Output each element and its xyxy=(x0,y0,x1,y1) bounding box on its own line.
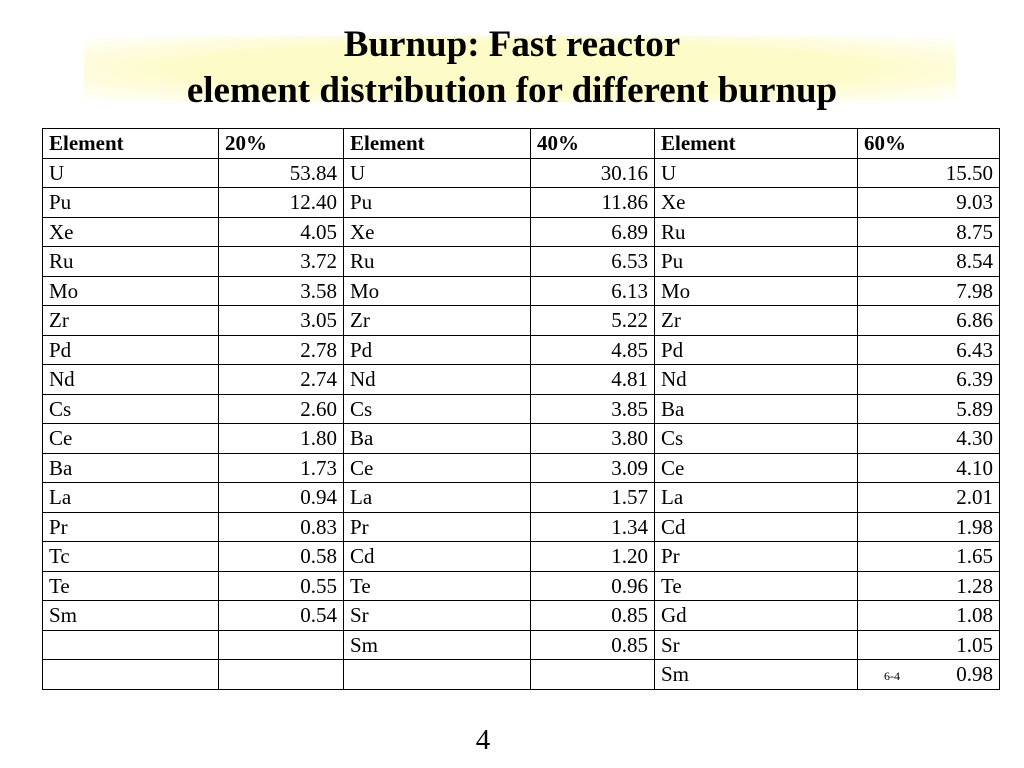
column-header: 60% xyxy=(858,129,1000,159)
element-cell: Ba xyxy=(344,424,531,454)
value-cell: 3.05 xyxy=(219,306,344,336)
element-cell: Ba xyxy=(655,394,858,424)
value-cell: 1.28 xyxy=(858,571,1000,601)
element-cell: Pr xyxy=(344,512,531,542)
value-cell: 1.98 xyxy=(858,512,1000,542)
element-cell: La xyxy=(344,483,531,513)
value-cell: 0.96 xyxy=(531,571,655,601)
element-cell: Pu xyxy=(43,188,219,218)
value-cell: 3.80 xyxy=(531,424,655,454)
element-cell: U xyxy=(43,158,219,188)
table-row xyxy=(43,512,1000,542)
column-header: 40% xyxy=(531,129,655,159)
value-cell: 4.30 xyxy=(858,424,1000,454)
element-cell: Ru xyxy=(655,217,858,247)
value-cell: 8.54 xyxy=(858,247,1000,277)
table-row xyxy=(43,483,1000,513)
value-cell: 12.40 xyxy=(219,188,344,218)
element-cell: U xyxy=(344,158,531,188)
element-cell: Nd xyxy=(655,365,858,395)
page-number: 4 xyxy=(475,724,491,756)
table-header-row xyxy=(43,129,1000,159)
table-body xyxy=(43,158,1000,689)
table-row xyxy=(43,660,1000,690)
table-row xyxy=(43,365,1000,395)
element-cell: Xe xyxy=(655,188,858,218)
value-cell: 6.53 xyxy=(531,247,655,277)
value-cell: 5.89 xyxy=(858,394,1000,424)
value-cell: 3.58 xyxy=(219,276,344,306)
value-cell: 5.22 xyxy=(531,306,655,336)
element-cell: Ru xyxy=(344,247,531,277)
element-cell: Te xyxy=(344,571,531,601)
value-cell: 0.55 xyxy=(219,571,344,601)
value-cell: 8.75 xyxy=(858,217,1000,247)
element-cell xyxy=(43,630,219,660)
value-cell: 6.39 xyxy=(858,365,1000,395)
element-cell: Ru xyxy=(43,247,219,277)
element-cell: Pr xyxy=(655,542,858,572)
table-row xyxy=(43,335,1000,365)
slide-title-line-2: element distribution for different burnup xyxy=(186,70,838,111)
element-cell: Xe xyxy=(43,217,219,247)
value-cell: 0.85 xyxy=(531,601,655,631)
element-cell: Te xyxy=(655,571,858,601)
value-cell: 1.05 xyxy=(858,630,1000,660)
value-cell: 1.20 xyxy=(531,542,655,572)
element-cell: Zr xyxy=(655,306,858,336)
value-cell: 3.72 xyxy=(219,247,344,277)
element-cell: Cs xyxy=(43,394,219,424)
element-cell: Cd xyxy=(655,512,858,542)
value-cell: 2.78 xyxy=(219,335,344,365)
value-cell: 3.85 xyxy=(531,394,655,424)
value-cell: 6.89 xyxy=(531,217,655,247)
element-cell: La xyxy=(655,483,858,513)
element-cell: Ba xyxy=(43,453,219,483)
value-cell: 2.01 xyxy=(858,483,1000,513)
column-header: Element xyxy=(344,129,531,159)
element-cell: Pd xyxy=(43,335,219,365)
element-distribution-table xyxy=(42,128,1000,690)
element-cell: Nd xyxy=(344,365,531,395)
value-cell: 0.83 xyxy=(219,512,344,542)
element-cell: Sm xyxy=(344,630,531,660)
value-cell: 9.03 xyxy=(858,188,1000,218)
element-cell xyxy=(344,660,531,690)
value-cell: 1.65 xyxy=(858,542,1000,572)
table-row xyxy=(43,276,1000,306)
element-cell: Sr xyxy=(344,601,531,631)
value-cell: 1.80 xyxy=(219,424,344,454)
table-row xyxy=(43,601,1000,631)
element-cell: Sm xyxy=(43,601,219,631)
element-cell: Pu xyxy=(655,247,858,277)
value-cell: 6.13 xyxy=(531,276,655,306)
table-row xyxy=(43,247,1000,277)
value-cell: 1.34 xyxy=(531,512,655,542)
table-row xyxy=(43,630,1000,660)
element-cell: Mo xyxy=(43,276,219,306)
value-cell: 0.94 xyxy=(219,483,344,513)
value-cell: 2.74 xyxy=(219,365,344,395)
table-row xyxy=(43,394,1000,424)
value-cell: 1.57 xyxy=(531,483,655,513)
value-cell: 53.84 xyxy=(219,158,344,188)
value-cell: 6.43 xyxy=(858,335,1000,365)
element-cell: Te xyxy=(43,571,219,601)
table-row xyxy=(43,542,1000,572)
value-cell: 1.73 xyxy=(219,453,344,483)
element-cell: Zr xyxy=(43,306,219,336)
element-cell: Sm xyxy=(655,660,858,690)
table-row xyxy=(43,188,1000,218)
value-cell xyxy=(219,660,344,690)
element-cell xyxy=(43,660,219,690)
element-cell: Mo xyxy=(344,276,531,306)
value-cell: 0.54 xyxy=(219,601,344,631)
value-cell: 11.86 xyxy=(531,188,655,218)
value-cell: 6.86 xyxy=(858,306,1000,336)
table-row xyxy=(43,424,1000,454)
table-row xyxy=(43,453,1000,483)
element-cell: Zr xyxy=(344,306,531,336)
value-cell xyxy=(858,660,1000,690)
column-header: Element xyxy=(43,129,219,159)
value-text: 0.98 xyxy=(956,662,993,687)
element-cell: Pd xyxy=(344,335,531,365)
element-cell: La xyxy=(43,483,219,513)
slide-title-line-1: Burnup: Fast reactor xyxy=(343,24,681,65)
value-cell: 4.85 xyxy=(531,335,655,365)
table-row xyxy=(43,571,1000,601)
slide-reference-note: 6-4 xyxy=(884,669,900,683)
value-cell xyxy=(219,630,344,660)
slide-title xyxy=(0,22,1024,114)
element-cell: Pr xyxy=(43,512,219,542)
element-cell: Cs xyxy=(344,394,531,424)
value-cell: 0.85 xyxy=(531,630,655,660)
value-cell: 7.98 xyxy=(858,276,1000,306)
element-cell: Ce xyxy=(344,453,531,483)
element-cell: Tc xyxy=(43,542,219,572)
value-cell: 15.50 xyxy=(858,158,1000,188)
element-cell: U xyxy=(655,158,858,188)
table-row xyxy=(43,217,1000,247)
element-cell: Sr xyxy=(655,630,858,660)
element-cell: Pu xyxy=(344,188,531,218)
element-cell: Nd xyxy=(43,365,219,395)
element-cell: Ce xyxy=(43,424,219,454)
value-cell: 4.81 xyxy=(531,365,655,395)
element-cell: Mo xyxy=(655,276,858,306)
element-cell: Xe xyxy=(344,217,531,247)
value-cell: 4.10 xyxy=(858,453,1000,483)
element-cell: Cd xyxy=(344,542,531,572)
table-row xyxy=(43,306,1000,336)
element-cell: Ce xyxy=(655,453,858,483)
value-cell: 0.58 xyxy=(219,542,344,572)
value-cell xyxy=(531,660,655,690)
value-cell: 2.60 xyxy=(219,394,344,424)
value-cell: 30.16 xyxy=(531,158,655,188)
element-cell: Pd xyxy=(655,335,858,365)
value-cell: 3.09 xyxy=(531,453,655,483)
element-cell: Gd xyxy=(655,601,858,631)
column-header: Element xyxy=(655,129,858,159)
element-cell: Cs xyxy=(655,424,858,454)
value-cell: 4.05 xyxy=(219,217,344,247)
value-cell: 1.08 xyxy=(858,601,1000,631)
table-row xyxy=(43,158,1000,188)
column-header: 20% xyxy=(219,129,344,159)
